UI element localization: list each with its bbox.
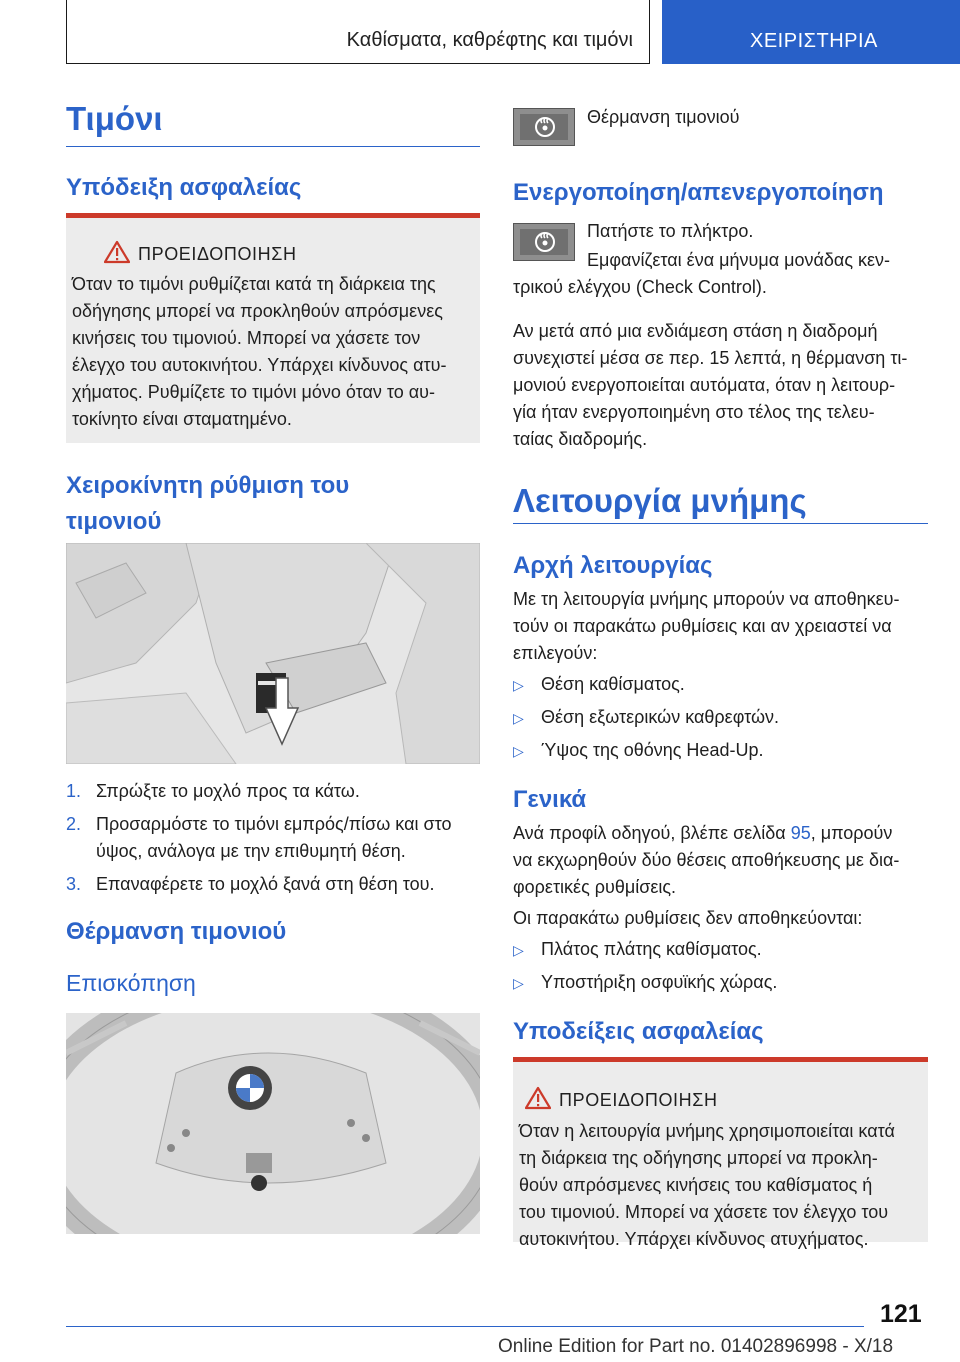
bullet-triangle-icon: ▷	[513, 942, 524, 958]
memory-title-rule	[513, 523, 928, 524]
warning-text: Όταν η λειτουργία μνήμης χρησιμοποιείται κατά τη διάρκεια της οδήγησης μπορεί να προκλη- θούν απρόσμενες κινήσεις του καθίσματος ή του τιμονιού. Μπορεί να χάσετε τον έλεγχο του αυτοκινήτου. Υπάρχει κίνδυνος ατυχήματος.	[519, 1121, 895, 1249]
steering-heat-icon	[533, 230, 557, 254]
warning-title: ΠΡΟΕΙΔΟΠΟΙΗΣΗ	[559, 1090, 718, 1110]
footer-rule	[66, 1326, 864, 1327]
list-item: 2. Προσαρμόστε το τιμόνι εμπρός/πίσω και στο ύψος, ανάλογα με την επιθυμητή θέση.	[66, 814, 452, 861]
page-number: 121	[880, 1300, 922, 1328]
steering-wheel-illustration	[66, 1013, 480, 1234]
heating-button-caption: Θέρμανση τιμονιού	[587, 107, 740, 127]
press-button-text: Πατήστε το πλήκτρο.	[587, 221, 754, 241]
steering-lever-illustration	[66, 543, 480, 764]
edition-text: Online Edition for Part no. 01402896998 - X/18	[498, 1336, 894, 1357]
general-text: Ανά προφίλ οδηγού, βλέπε σελίδα 95, μπορούν να εκχωρηθούν δύο θέσεις αποθήκευσης με δια- φορετικές ρυθμίσεις.	[513, 823, 900, 897]
section-title: Καθίσματα, καθρέφτης και τιμόνι	[346, 29, 633, 51]
overview-heading: Επισκόπηση	[66, 970, 196, 996]
general-heading: Γενικά	[513, 786, 587, 813]
warning-triangle-icon	[104, 240, 130, 264]
warning-box	[66, 213, 480, 443]
check-control-text-1: Εμφανίζεται ένα μήνυμα μονάδας κεν-	[587, 250, 891, 270]
steering-heat-icon	[533, 115, 557, 139]
chapter-tab[interactable]	[662, 0, 960, 64]
warning-box	[513, 1057, 928, 1249]
bullet-triangle-icon: ▷	[513, 975, 524, 991]
heating-button-image	[513, 223, 575, 261]
warning-triangle-icon	[525, 1086, 551, 1110]
warning-title: ΠΡΟΕΙΔΟΠΟΙΗΣΗ	[138, 244, 297, 264]
bullet-triangle-icon: ▷	[513, 710, 524, 726]
principle-text: Με τη λειτουργία μνήμης μπορούν να αποθηκευ- τούν οι παρακάτω ρυθμίσεις και αν χρειαστεί να επιλεγούν:	[513, 589, 900, 663]
not-stored-intro: Οι παρακάτω ρυθμίσεις δεν αποθηκεύονται:	[513, 908, 863, 928]
list-item: ▷ Πλάτος πλάτης καθίσματος.	[513, 939, 762, 959]
title-rule	[66, 146, 480, 147]
memory-title: Λειτουργία μνήμης	[513, 482, 807, 519]
list-item: ▷ Θέση εξωτερικών καθρεφτών.	[513, 707, 780, 727]
list-item: ▷ Θέση καθίσματος.	[513, 674, 685, 694]
page-title: Τιμόνι	[66, 100, 163, 137]
list-item: ▷ Ύψος της οθόνης Head-Up.	[513, 740, 764, 760]
check-control-text-2: τρικού ελέγχου (Check Control).	[513, 277, 767, 297]
safety-notes-heading: Υποδείξεις ασφαλείας	[513, 1018, 764, 1045]
heating-button-image	[513, 108, 575, 146]
chapter-tab-label: ΧΕΙΡΙΣΤΗΡΙΑ	[750, 30, 878, 52]
activation-heading: Ενεργοποίηση/απενεργοποίηση	[513, 179, 884, 206]
bullet-triangle-icon: ▷	[513, 677, 524, 693]
header-section	[66, 0, 650, 64]
warning-text: Όταν το τιμόνι ρυθμίζεται κατά τη διάρκεια της οδήγησης μπορεί να προκληθούν απρόσμενες κινήσεις του τιμονιού. Μπορεί να χάσετε τον έλεγχο του αυτοκινήτου. Υπάρχει κίνδυνος ατυ- χήματος. Ρυθμίζετε το τιμόνι μόνο όταν το αυ- τοκίνητο είναι σταματημένο.	[72, 274, 447, 429]
principle-heading: Αρχή λειτουργίας	[513, 552, 713, 579]
manual-adjustment-heading: Χειροκίνητη ρύθμιση του τιμονιού	[66, 472, 350, 535]
list-item: ▷ Υποστήριξη οσφυϊκής χώρας.	[513, 972, 778, 992]
auto-activation-text: Αν μετά από μια ενδιάμεση στάση η διαδρομή συνεχιστεί μέσα σε περ. 15 λεπτά, η θέρμανση τι- μονιού ενεργοποιείται αυτόματα, όταν η λειτουρ- γία ήταν ενεργοποιημένη στο τέλος της τελευ- ταίας διαδρομής.	[513, 321, 908, 449]
list-item: 3. Επαναφέρετε το μοχλό ξανά στη θέση του.	[66, 874, 435, 894]
page-link[interactable]: 95	[790, 823, 811, 843]
list-item: 1. Σπρώξτε το μοχλό προς τα κάτω.	[66, 781, 360, 801]
safety-heading: Υπόδειξη ασφαλείας	[66, 174, 302, 201]
bullet-triangle-icon: ▷	[513, 743, 524, 759]
heating-heading: Θέρμανση τιμονιού	[66, 918, 287, 945]
